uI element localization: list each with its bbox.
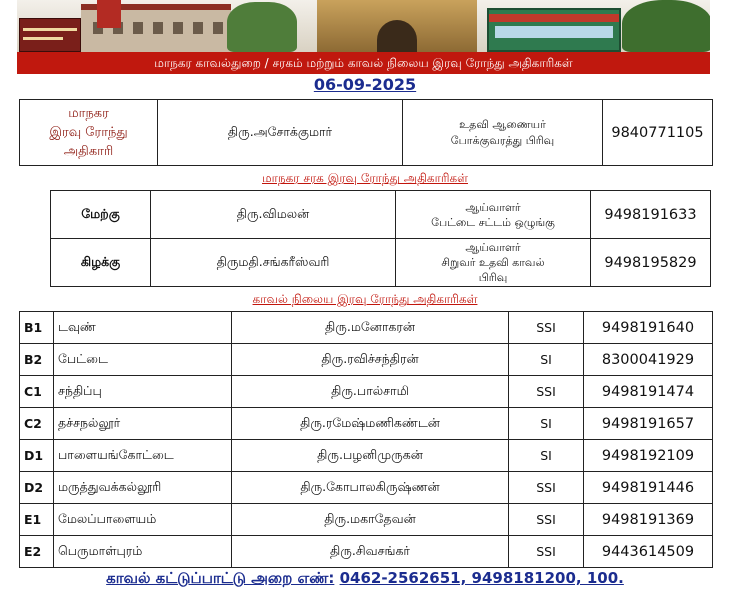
officer-name: திரு.ரமேஷ்மணிகண்டன் <box>232 408 509 440</box>
station-officers-table <box>19 311 713 568</box>
station-code: D1 <box>20 440 54 472</box>
header-banner <box>17 0 710 52</box>
designation-line: போக்குவரத்து பிரிவு <box>450 133 555 147</box>
table-row <box>20 408 713 440</box>
station-name: மருத்துவக்கல்லூரி <box>54 472 232 504</box>
designation-line: சிறுவர் உதவி காவல் <box>441 256 545 269</box>
officer-rank: SSI <box>509 312 584 344</box>
officer-name: திரு.மனோகரன் <box>232 312 509 344</box>
officer-phone: 8300041929 <box>584 344 713 376</box>
officer-phone: 9443614509 <box>584 536 713 568</box>
station-section-heading: காவல் நிலைய இரவு ரோந்து அதிகாரிகள் <box>252 292 478 306</box>
designation-line: ஆய்வாளர் <box>465 200 521 214</box>
station-name: மேலப்பாளையம் <box>54 504 232 536</box>
officer-rank: SI <box>509 344 584 376</box>
officer-phone: 9498191369 <box>584 504 713 536</box>
report-date: 06-09-2025 <box>313 75 417 94</box>
station-code: B1 <box>20 312 54 344</box>
table-row <box>20 312 713 344</box>
designation-line: ஆய்வாளர் <box>465 241 521 254</box>
officer-name: திரு.அசோக்குமார் <box>158 100 403 166</box>
officer-phone: 9498192109 <box>584 440 713 472</box>
officer-phone: 9498191474 <box>584 376 713 408</box>
control-room-footer <box>0 569 730 589</box>
officer-phone: 9498191640 <box>584 312 713 344</box>
officer-name: திரு.மகாதேவன் <box>232 504 509 536</box>
officer-rank: SI <box>509 440 584 472</box>
officer-rank: SSI <box>509 472 584 504</box>
city-officer-table <box>19 99 713 166</box>
table-row <box>51 239 711 287</box>
title-line: மாநகர <box>68 106 109 121</box>
banner-title: மாநகர காவல்துறை / சரகம் மற்றும் காவல் நிலைய இரவு ரோந்து அதிகாரிகள் <box>17 52 710 74</box>
temple-gopuram-image <box>317 0 477 52</box>
officer-designation <box>396 191 591 239</box>
designation-line: பிரிவு <box>478 271 508 284</box>
officer-phone: 9498191657 <box>584 408 713 440</box>
table-row <box>20 536 713 568</box>
officer-phone: 9840771105 <box>603 100 713 166</box>
clock-tower-image <box>97 0 121 28</box>
officer-phone: 9498191446 <box>584 472 713 504</box>
station-name: பாளையங்கோட்டை <box>54 440 232 472</box>
station-code: E2 <box>20 536 54 568</box>
station-name: பேட்டை <box>54 344 232 376</box>
station-name: சந்திப்பு <box>54 376 232 408</box>
officer-name: திரு.சிவசங்கர் <box>232 536 509 568</box>
station-code: D2 <box>20 472 54 504</box>
table-row <box>20 100 713 166</box>
range-officers-table <box>50 190 711 287</box>
table-row <box>20 344 713 376</box>
officer-name: திரு.விமலன் <box>151 191 396 239</box>
table-row <box>20 504 713 536</box>
table-row <box>20 440 713 472</box>
station-name: தச்சநல்லூர் <box>54 408 232 440</box>
table-row <box>20 472 713 504</box>
officer-name: திரு.பால்சாமி <box>232 376 509 408</box>
officer-phone: 9498195829 <box>591 239 711 287</box>
officer-rank: SSI <box>509 376 584 408</box>
officer-name: திரு.பழனிமுருகன் <box>232 440 509 472</box>
officer-designation <box>403 100 603 166</box>
control-room-numbers: 0462-2562651, 9498181200, 100. <box>339 569 624 587</box>
zone-cell: கிழக்கு <box>51 239 151 287</box>
station-name: டவுண் <box>54 312 232 344</box>
station-name: பெருமாள்புரம் <box>54 536 232 568</box>
designation-line: உதவி ஆணையர் <box>459 117 546 131</box>
tree-image <box>227 2 297 52</box>
station-code: B2 <box>20 344 54 376</box>
designation-line: பேட்டை சட்டம் ஒழுங்கு <box>431 215 555 229</box>
officer-phone: 9498191633 <box>591 191 711 239</box>
police-emblem-logo <box>19 18 81 52</box>
title-line: அதிகாரி <box>63 144 114 159</box>
station-code: C2 <box>20 408 54 440</box>
officer-name: திருமதி.சங்கரீஸ்வரி <box>151 239 396 287</box>
table-row <box>20 376 713 408</box>
city-officer-title <box>20 100 158 166</box>
tree-image-right <box>622 0 710 52</box>
station-code: E1 <box>20 504 54 536</box>
control-room-label: காவல் கட்டுப்பாட்டு அறை எண்: <box>106 569 335 587</box>
table-row <box>51 191 711 239</box>
officer-name: திரு.கோபாலகிருஷ்ணன் <box>232 472 509 504</box>
officer-rank: SSI <box>509 504 584 536</box>
officer-rank: SI <box>509 408 584 440</box>
range-section-heading: மாநகர சரக இரவு ரோந்து அதிகாரிகள் <box>262 171 468 185</box>
officer-name: திரு.ரவிச்சந்திரன் <box>232 344 509 376</box>
officer-rank: SSI <box>509 536 584 568</box>
bus-image <box>487 8 621 52</box>
station-code: C1 <box>20 376 54 408</box>
zone-cell: மேற்கு <box>51 191 151 239</box>
title-line: இரவு ரோந்து <box>49 125 128 140</box>
officer-designation <box>396 239 591 287</box>
